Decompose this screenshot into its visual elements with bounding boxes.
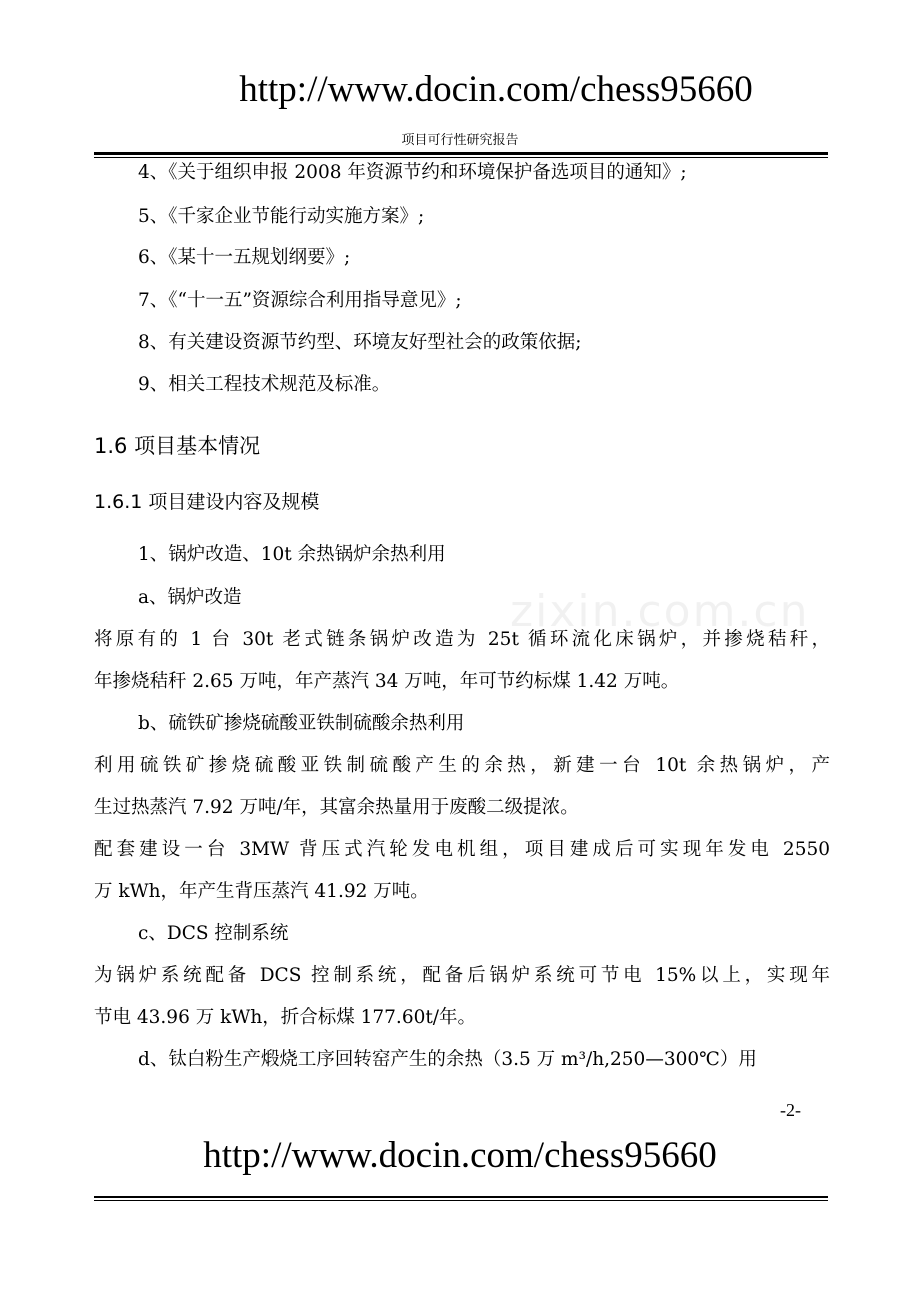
paragraph-line: 节电 43.96 万 kWh，折合标煤 177.60t/年。 bbox=[94, 1007, 477, 1028]
header-rule-thin bbox=[94, 157, 828, 158]
paragraph-line: 为锅炉系统配备 DCS 控制系统，配备后锅炉系统可节电 15%以上，实现年 bbox=[94, 965, 830, 986]
paragraph-line: 1、锅炉改造、10t 余热锅炉余热利用 bbox=[138, 544, 446, 565]
paragraph-line: 将原有的 1 台 30t 老式链条锅炉改造为 25t 循环流化床锅炉，并掺烧秸秆， bbox=[94, 629, 830, 650]
page-number: -2- bbox=[780, 1100, 801, 1120]
footer-rule-thick bbox=[94, 1196, 828, 1198]
header-url: http://www.docin.com/chess95660 bbox=[239, 69, 753, 110]
footer-url: http://www.docin.com/chess95660 bbox=[203, 1135, 717, 1176]
paragraph-line: a、锅炉改造 bbox=[138, 587, 242, 608]
subsection-heading: 1.6.1 项目建设内容及规模 bbox=[94, 491, 320, 513]
running-header-title: 项目可行性研究报告 bbox=[401, 133, 519, 148]
paragraph-line: 配套建设一台 3MW 背压式汽轮发电机组，项目建成后可实现年发电 2550 bbox=[94, 839, 830, 860]
list-item: 8、有关建设资源节约型、环境友好型社会的政策依据; bbox=[138, 332, 582, 353]
watermark-text: zixin.com.cn bbox=[510, 586, 810, 637]
list-item: 9、相关工程技术规范及标准。 bbox=[138, 374, 391, 395]
paragraph-line: b、硫铁矿掺烧硫酸亚铁制硫酸余热利用 bbox=[138, 713, 465, 734]
list-item: 6、《某十一五规划纲要》; bbox=[138, 247, 351, 268]
footer-rule-thin bbox=[94, 1200, 828, 1201]
list-item: 4、《关于组织申报 2008 年资源节约和环境保护备选项目的通知》; bbox=[138, 162, 687, 183]
paragraph-line: 万 kWh，年产生背压蒸汽 41.92 万吨。 bbox=[94, 881, 429, 902]
list-item: 5、《千家企业节能行动实施方案》; bbox=[138, 206, 425, 227]
paragraph-line: d、钛白粉生产煅烧工序回转窑产生的余热（3.5 万 m³/h,250—300℃）用 bbox=[138, 1049, 757, 1070]
paragraph-line: 利用硫铁矿掺烧硫酸亚铁制硫酸产生的余热，新建一台 10t 余热锅炉，产 bbox=[94, 755, 830, 776]
header-rule-thick bbox=[94, 152, 828, 155]
section-heading: 1.6 项目基本情况 bbox=[94, 434, 261, 458]
paragraph-line: c、DCS 控制系统 bbox=[138, 923, 289, 944]
list-item: 7、《“十一五”资源综合利用指导意见》; bbox=[138, 290, 462, 311]
paragraph-line: 生过热蒸汽 7.92 万吨/年，其富余热量用于废酸二级提浓。 bbox=[94, 797, 579, 818]
paragraph-line: 年掺烧秸秆 2.65 万吨，年产蒸汽 34 万吨，年可节约标煤 1.42 万吨。 bbox=[94, 671, 680, 692]
